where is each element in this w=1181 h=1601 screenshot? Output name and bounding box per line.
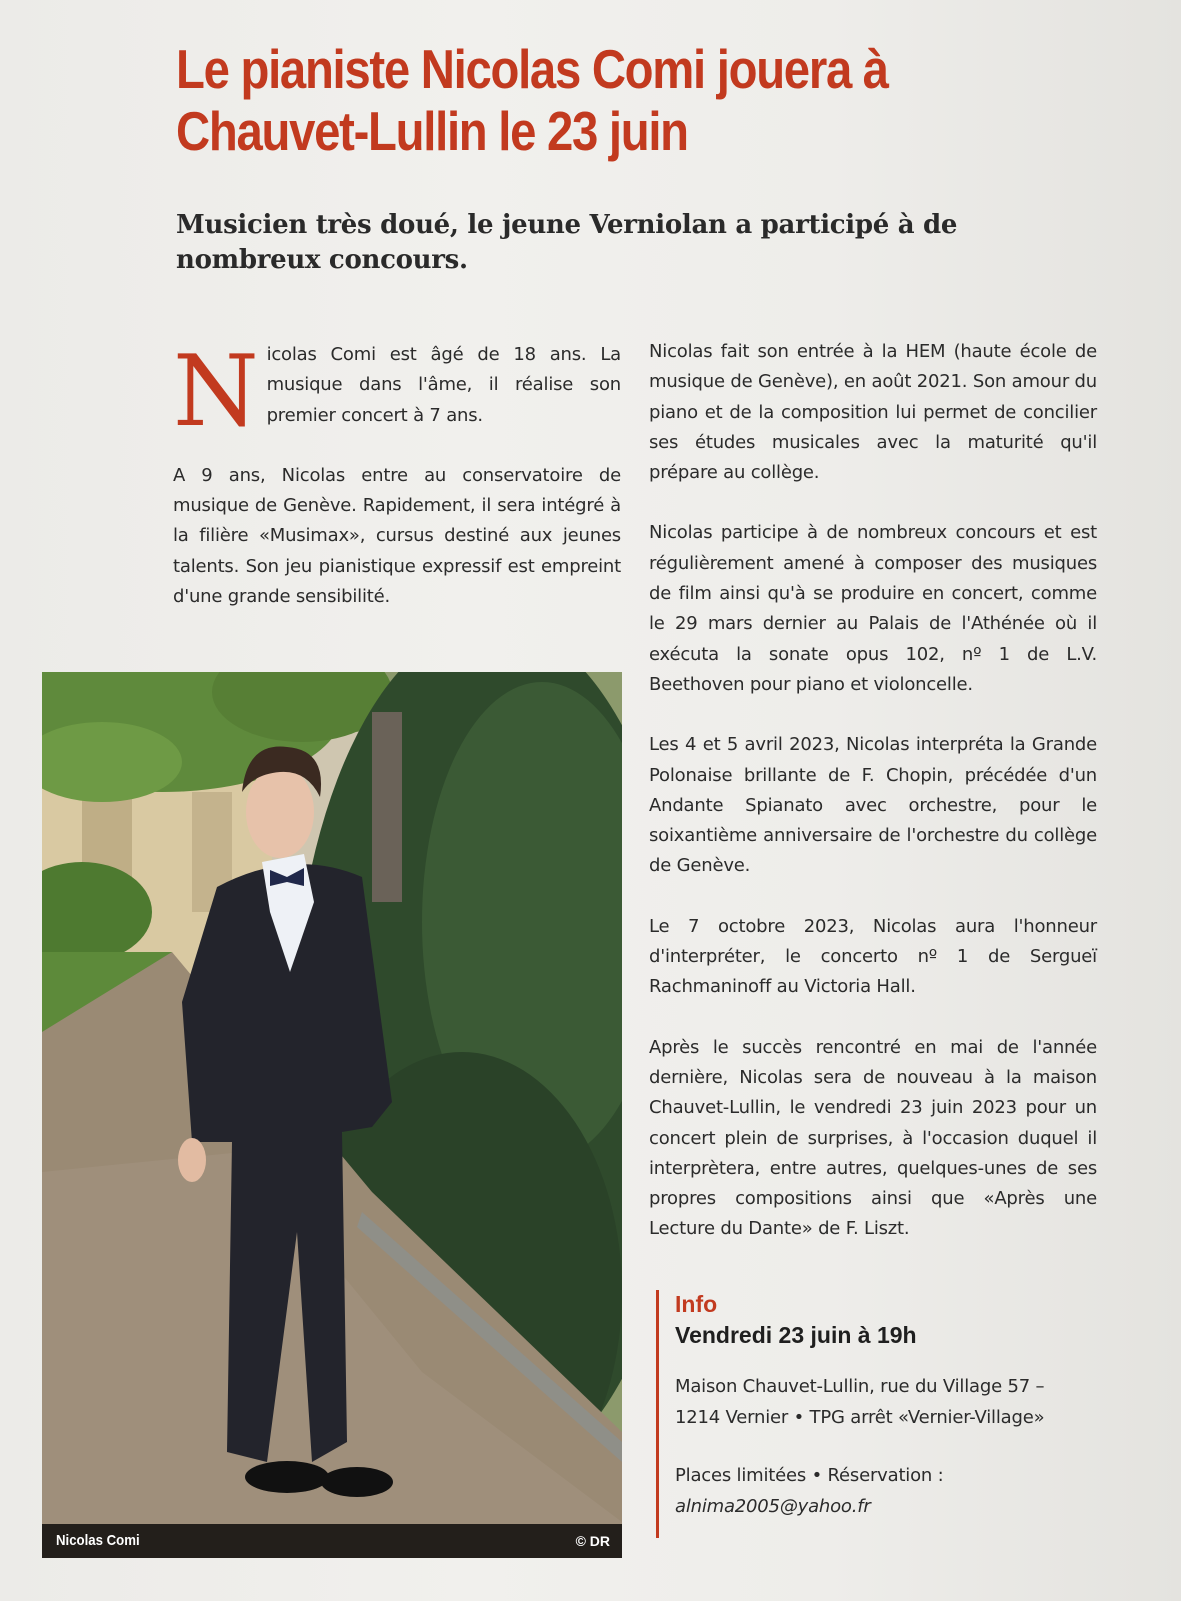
paragraph-intro xyxy=(173,335,621,449)
info-booking xyxy=(675,1461,1125,1522)
paragraph-chauvet-lullin: Après le succès rencontré en mai de l'année dernière, Nicolas sera de nouveau à la maison Chauvet-Lullin, le vendredi 23 juin 2023 pour un concert plein de surprises, à l'occasion duquel il interprètera, entre autres, quelques-unes de ses propres compositions ainsi que «Après une Lecture du Dante» de F. Liszt. xyxy=(649,1036,1097,1240)
article-headline xyxy=(176,38,950,162)
photo-credit: © DR xyxy=(575,1533,610,1549)
paragraph-conservatoire: A 9 ans, Nicolas entre au conservatoire de musique de Genève. Rapidement, il sera intégré à la filière «Musimax», cursus destiné aux jeunes talents. Son jeu pianistique expressif est empreint d'une grande sensibilité. xyxy=(173,464,621,608)
photo-caption-bar xyxy=(42,1524,622,1558)
paragraph-intro-text: icolas Comi est âgé de 18 ans. La musique dans l'âme, il réalise son premier concert à 7 ans. xyxy=(266,344,621,426)
portrait-photo xyxy=(42,672,622,1558)
headline-line-2: Chauvet-Lullin le 23 juin xyxy=(176,100,688,162)
article-standfirst xyxy=(176,208,1006,278)
paragraph-chopin: Les 4 et 5 avril 2023, Nicolas interpréta la Grande Polonaise brillante de F. Chopin, précédée d'un Andante Spianato avec orchestre, pour le soixantième anniversaire de l'orchestre du collège de Genève. xyxy=(649,734,1097,877)
drop-cap: N xyxy=(173,335,259,449)
info-address-line-1: Maison Chauvet-Lullin, rue du Village 57 – xyxy=(675,1376,1045,1397)
info-box xyxy=(656,1290,1125,1538)
paragraph-rachmaninoff: Le 7 octobre 2023, Nicolas aura l'honneur d'interpréter, le concerto nº 1 de Sergueï Rachmaninoff au Victoria Hall. xyxy=(649,915,1097,998)
article-column-left xyxy=(173,335,621,642)
standfirst-line-1: Musicien très doué, le jeune Verniolan a participé à de xyxy=(176,210,958,240)
info-address xyxy=(675,1372,1125,1433)
paragraph-concours: Nicolas participe à de nombreux concours et est régulièrement amené à composer des musiques de film ainsi qu'à se produire en concert, comme le 29 mars dernier au Palais de l'Athénée où il exécuta la sonate opus 102, nº 1 de L.V. Beethoven pour piano et violoncelle. xyxy=(649,522,1097,695)
info-date: Vendredi 23 juin à 19h xyxy=(675,1322,917,1348)
info-booking-line: Places limitées • Réservation : xyxy=(675,1465,944,1486)
info-email-link[interactable]: alnima2005@yahoo.fr xyxy=(675,1495,871,1517)
standfirst-line-2: nombreux concours. xyxy=(176,245,468,275)
paragraph-hem: Nicolas fait son entrée à la HEM (haute école de musique de Genève), en août 2021. Son amour du piano et de la composition lui permet de concilier ses études musicales avec la maturité qu'il prépare au collège. xyxy=(649,341,1097,484)
photo-caption: Nicolas Comi xyxy=(56,1532,140,1549)
headline-line-1: Le pianiste Nicolas Comi jouera à xyxy=(176,38,888,100)
portrait-illustration xyxy=(42,672,622,1558)
article-column-right xyxy=(649,337,1097,1275)
bleed-through-text xyxy=(1030,40,1180,90)
info-label: Info xyxy=(675,1291,718,1317)
info-address-line-2: 1214 Vernier • TPG arrêt «Vernier-Village» xyxy=(675,1406,1045,1428)
